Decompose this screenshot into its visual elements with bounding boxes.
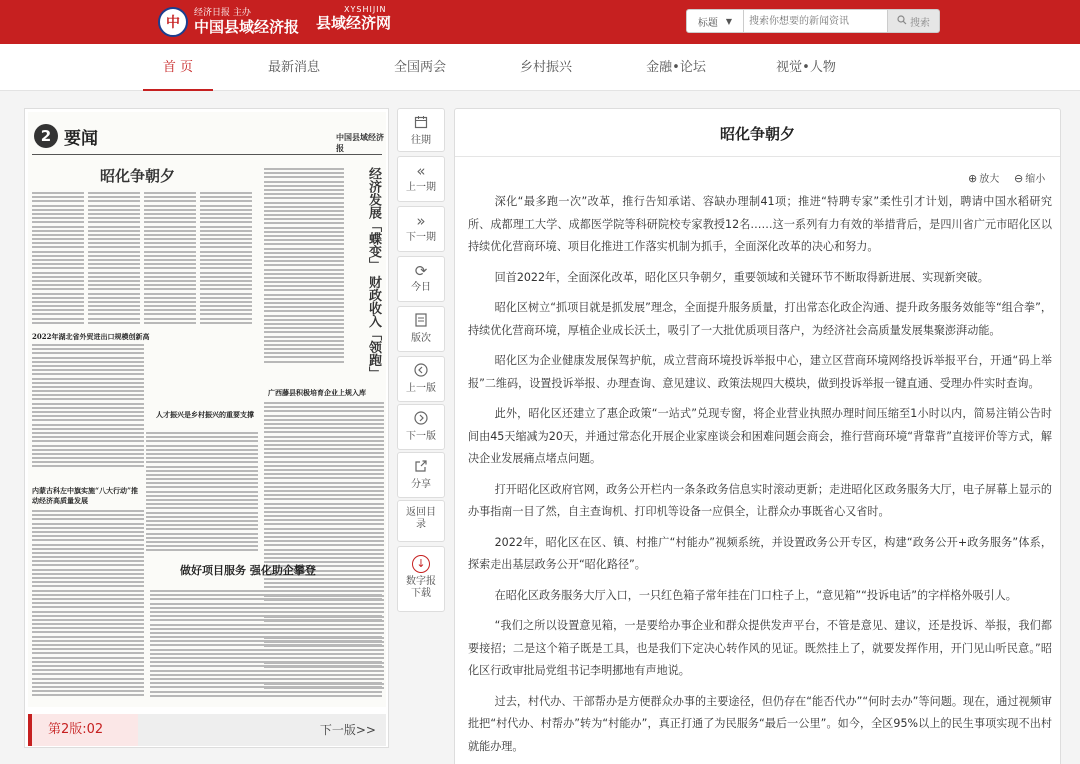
past-issues-button[interactable]: 往期	[397, 108, 445, 152]
nav-item-rural[interactable]: 乡村振兴	[519, 60, 572, 75]
text-column	[200, 192, 252, 326]
text-column	[150, 590, 382, 699]
circle-chevron-right-icon	[398, 411, 444, 428]
article-paragraph: 在昭化区政务服务大厅入口，一只红色箱子常年挂在门口柱子上，“意见箱”“投诉电话”的字样格外吸引人。	[494, 588, 1017, 602]
download-digital-paper-button[interactable]: ↓ 数字报下载	[397, 546, 445, 612]
article-paragraph: 昭化区树立“抓项目就是抓发展”理念，全面提升服务质量，打出常态化政企沟通、提升政务服务效能等“组合拳”，持续优化营商环境，厚植企业成长沃土，吸引了一大批优质项目落户，为经济社会高质量发展集聚澎湃动能。	[468, 301, 1052, 337]
document-icon	[398, 313, 444, 330]
text-column	[264, 168, 344, 365]
edition-pager	[28, 714, 386, 746]
article-body	[468, 191, 1052, 764]
double-chevron-right-icon: »	[416, 212, 426, 230]
search-bar	[686, 9, 940, 33]
top-header-bar	[0, 0, 1080, 44]
next-issue-button[interactable]: » 下一期	[397, 206, 445, 252]
newspaper-page-image[interactable]	[28, 112, 386, 707]
share-icon	[398, 459, 444, 476]
search-button[interactable]	[888, 9, 940, 33]
text-column	[32, 192, 84, 326]
prev-edition-button[interactable]: 上一版	[397, 356, 445, 402]
search-scope-select[interactable]	[686, 9, 744, 33]
nav-item-finance[interactable]: 金融•论坛	[646, 60, 706, 75]
page-section-title: 要闻	[64, 129, 98, 149]
article-paragraph: “我们之所以设置意见箱，一是要给办事企业和群众提供发声平台，不管是意见、建议，还是投诉、举报，我们都要接招；二是这个箱子既是工具，也是我们下定决心转作风的见证。既然挂上了，就要发挥作用，开门见山听民意。”昭化区行政审批局党组书记李明挪地有声地说。	[468, 619, 1052, 677]
search-button-label: 搜索	[910, 17, 930, 29]
today-button[interactable]: ⟳ 今日	[397, 256, 445, 302]
nav-item-visual[interactable]: 视觉•人物	[776, 60, 836, 75]
zoom-out-icon: ⊖	[1014, 172, 1024, 185]
nav-item-home[interactable]: 首 页	[143, 44, 213, 91]
logo-emblem-icon: 中	[158, 7, 188, 37]
search-input[interactable]	[744, 9, 888, 33]
logo-title: 中国县域经济报	[194, 17, 300, 36]
lead-article-headline[interactable]: 昭化争朝夕	[100, 167, 176, 185]
nav-item-two-sessions[interactable]: 全国两会	[393, 60, 446, 75]
search-scope-label: 标题	[697, 17, 718, 29]
nav-item-latest[interactable]: 最新消息	[267, 60, 320, 75]
back-to-contents-label: 返回目录	[406, 507, 436, 530]
article-headline[interactable]: 人才振兴是乡村振兴的重要支撑	[156, 410, 254, 419]
page-masthead: 中国县域经济报	[336, 133, 384, 153]
article-paragraph: 此外，昭化区还建立了惠企政策“一站式”兑现专窗，将企业营业执照办理时间压缩至1小时以内，简易注销公告时间由45天缩减为20天，并通过常态化开展企业家座谈会和困难问题会商会，推行营商环境“背靠背”直接评价等方式，解决企业发展痛点堵点问题。	[468, 407, 1052, 465]
secondary-logo-title: 县域经济网	[316, 13, 392, 32]
prev-issue-button[interactable]: « 上一期	[397, 156, 445, 202]
article-panel	[454, 108, 1061, 764]
text-column	[32, 344, 144, 470]
calendar-icon	[398, 115, 444, 132]
site-logo[interactable]	[158, 5, 299, 39]
text-column	[144, 192, 196, 326]
next-edition-link[interactable]: 下一版>>	[319, 723, 376, 737]
secondary-logo[interactable]	[316, 6, 391, 31]
text-column	[88, 192, 140, 326]
article-paragraph: 打开昭化区政府官网，政务公开栏内一条条政务信息实时滚动更新；走进昭化区政务服务大厅，电子屏幕上显示的办事指南一目了然，自主查询机、打印机等设备一应俱全，让群众办事既省心又省时。	[468, 482, 1052, 518]
article-paragraph: 昭化区为企业健康发展保驾护航，成立营商环境投诉举报中心，建立区营商环境网络投诉举报平台，开通“码上举报”二维码，设置投诉举报、办理查询、意见建议、政策法规四大模块，做到投诉举报一键直通、受理办件实时查询。	[468, 354, 1052, 390]
divider	[455, 156, 1060, 157]
zoom-out-button[interactable]: ⊖ 缩小	[1014, 172, 1046, 185]
article-headline[interactable]: 广西藤县积极培育企业上规入库	[268, 388, 366, 397]
newspaper-preview-panel	[24, 108, 389, 748]
zoom-in-icon: ⊕	[968, 172, 978, 185]
article-headline[interactable]: 内蒙古科左中旗实施“八大行动”推动经济高质量发展	[32, 486, 139, 505]
logo-subtitle: 经济日报 主办	[194, 7, 251, 18]
zoom-in-button[interactable]: ⊕ 放大	[968, 172, 1000, 185]
article-paragraph: 回首2022年，全面深化改革，昭化区只争朝夕，重要领域和关键环节不断取得新进展、实现新突破。	[494, 270, 989, 284]
refresh-icon: ⟳	[414, 262, 428, 280]
article-headline[interactable]: 2022年湖北省外贸进出口规模创新高	[32, 332, 150, 341]
vertical-headline[interactable]: 经济发展「蝶变」 财政收入「领跑」	[366, 167, 381, 380]
page-rule	[32, 154, 382, 155]
article-headline[interactable]: 做好项目服务 强化助企攀登	[180, 564, 316, 577]
text-column	[146, 432, 258, 553]
page-number-badge: 2	[34, 124, 58, 148]
back-to-contents-button[interactable]	[397, 500, 445, 542]
edition-list-button[interactable]: 版次	[397, 306, 445, 352]
circle-chevron-left-icon	[398, 363, 444, 380]
article-paragraph: 深化“最多跑一次”改革，推行告知承诺、容缺办理制41项；推进“特聘专家”柔性引才计划，聘请中国水稻研究所、成都理工大学、成都医学院等科研院校专家教授12名……这一系列有力有效的举措背后，是四川省广元市昭化区以持续优化营商环境、项目化推进工作落实机制为抓手，全面深化改革的决心和努力。	[468, 195, 1052, 253]
share-button[interactable]: 分享	[397, 452, 445, 498]
article-paragraph: 2022年，昭化区在区、镇、村推广“村能办”视频系统，并设置政务公开专区，构建“政务公开+政务服务”体系，探索走出基层政务公开“昭化路径”。	[468, 535, 1052, 571]
main-nav	[0, 44, 1080, 91]
double-chevron-left-icon: «	[416, 162, 426, 180]
search-icon	[897, 15, 907, 28]
article-title: 昭化争朝夕	[719, 125, 795, 143]
current-edition[interactable]: 第2版:02	[28, 714, 138, 746]
secondary-logo-en: XYSHIJIN	[344, 5, 387, 14]
next-edition-button[interactable]: 下一版	[397, 404, 445, 450]
article-paragraph: 过去，村代办、干部帮办是方便群众办事的主要途径，但仍存在“能否代办”“何时去办”等问题。现在，通过视频审批把“村代办、村帮办”转为“村能办”，真正打通了为民服务“最后一公里”。如今，全区95%以上的民生事项实现不出村就能办理。	[468, 694, 1052, 753]
text-column	[32, 510, 144, 698]
chevron-down-icon: ▼	[725, 16, 733, 26]
download-icon: ↓	[412, 555, 430, 573]
